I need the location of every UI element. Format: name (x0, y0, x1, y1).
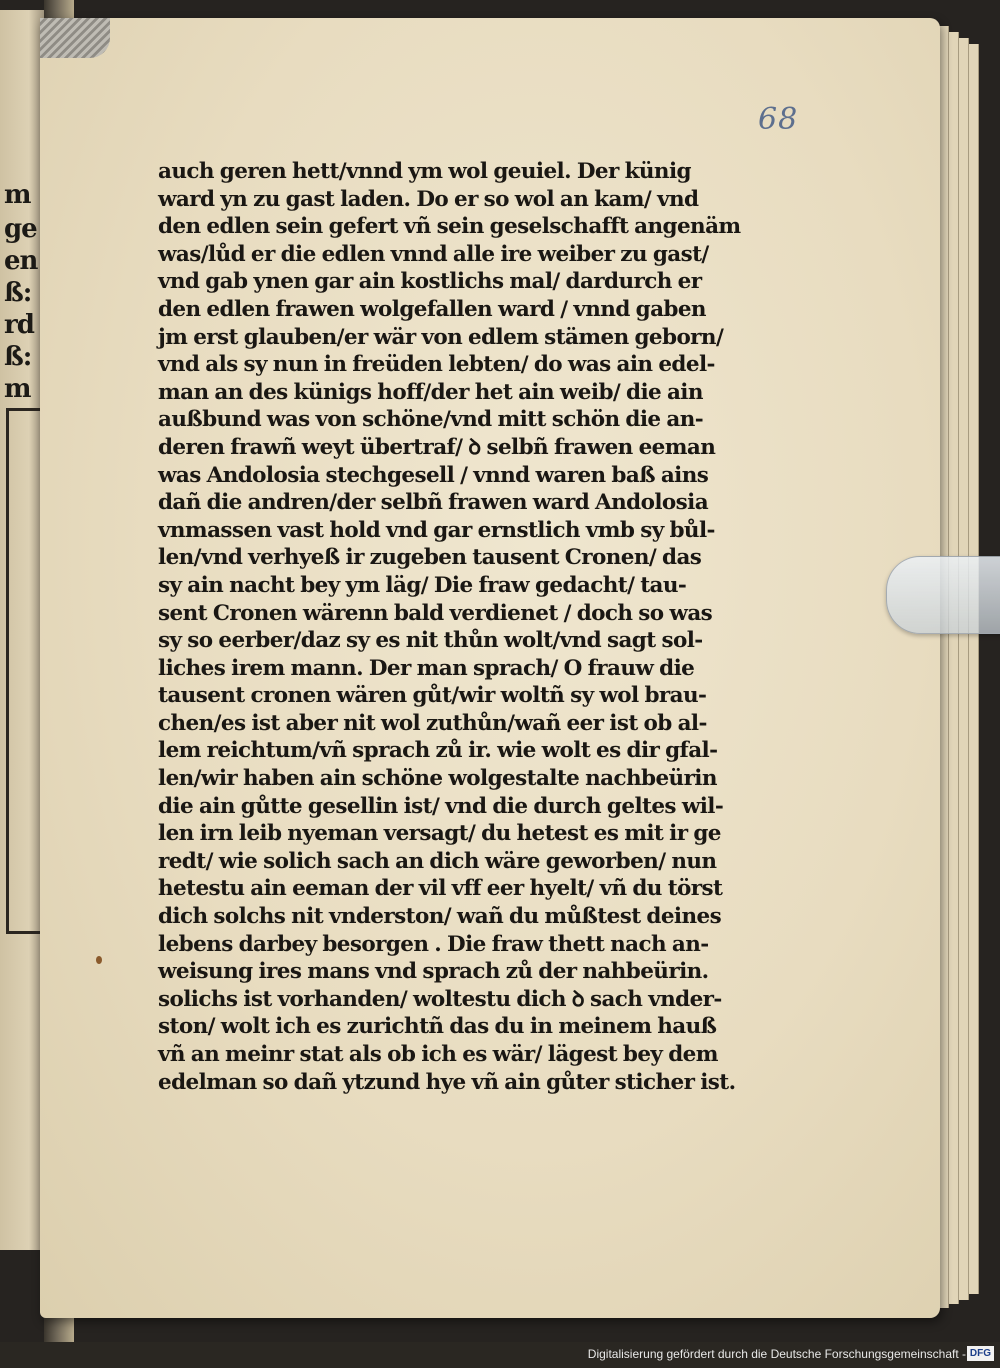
text-line: die ain gůtte gesellin ist/ vnd die durch geltes wil- (158, 793, 724, 819)
text-line: len/vnd verhyeß ir zugeben tausent Cronen/ das (158, 545, 702, 571)
text-line: hetestu ain eeman der vil vff eer hyelt/ vñ du törst (158, 876, 723, 902)
facing-page-fragment: ß: (4, 342, 32, 372)
facing-page-fragment: m (4, 374, 31, 404)
text-line: den edlen frawen wolgefallen ward / vnnd gaben (158, 296, 706, 322)
page-edge (948, 32, 959, 1304)
text-line: ward yn zu gast laden. Do er so wol an kam/ vnd (158, 186, 699, 212)
text-line: weisung ires mans vnd sprach zů der nahbeürin. (158, 959, 709, 985)
dfg-logo: DFG (967, 1346, 994, 1361)
text-line: solichs ist vorhanden/ woltestu dich ꝺ sach vnder- (158, 986, 722, 1012)
text-line: sy so eerber/daz sy es nit thůn wolt/vnd sagt sol- (158, 628, 703, 654)
text-line: was/lůd er die edlen vnnd alle ire weiber zu gast/ (158, 241, 709, 267)
page-number: 68 (758, 102, 799, 137)
facing-page-fragment: ge (4, 214, 37, 244)
text-line: deren frawñ weyt übertraf/ ꝺ selbñ frawen eeman (158, 434, 716, 460)
text-line: jm erst glauben/er wär von edlem stämen geborn/ (158, 324, 724, 350)
text-line: liches irem mann. Der man sprach/ O frauw die (158, 655, 695, 681)
text-line: lebens darbey besorgen . Die fraw thett nach an- (158, 931, 709, 957)
text-line: edelman so dañ ytzund hye vñ ain gůter sticher ist. (158, 1069, 736, 1095)
text-line: vnd gab ynen gar ain kostlichs mal/ dardurch er (158, 269, 702, 295)
facing-page-fragment: rd (4, 310, 34, 340)
text-line: lem reichtum/vñ sprach zů ir. wie wolt es dir gfal- (158, 738, 718, 764)
page-text-block (158, 158, 788, 1096)
plastic-page-clip (886, 556, 1000, 634)
text-line: dañ die andren/der selbñ frawen ward Andolosia (158, 490, 709, 516)
footer-credit: Digitalisierung gefördert durch die Deutsche Forschungsgemeinschaft - (587, 1347, 966, 1361)
page-edge (968, 44, 979, 1294)
text-line: auch geren hett/vnnd ym wol geuiel. Der künig (158, 159, 691, 184)
text-line: redt/ wie solich sach an dich wäre geworben/ nun (158, 848, 717, 874)
binding-thread (40, 18, 110, 58)
facing-page-fragment: ß: (4, 278, 32, 308)
text-line: ston/ wolt ich es zurichtñ das du in meinem hauß (158, 1014, 717, 1040)
facing-page-fragment: en (4, 246, 38, 276)
text-line: sy ain nacht bey ym läg/ Die fraw gedacht/ tau- (158, 572, 687, 598)
text-line: chen/es ist aber nit wol zuthůn/wañ eer ist ob al- (158, 710, 707, 736)
text-line: den edlen sein gefert vñ sein geselschafft angenäm (158, 214, 741, 240)
text-line: man an des künigs hoff/der het ain weib/ die ain (158, 379, 703, 405)
text-line: sent Cronen wärenn bald verdienet / doch so was (158, 600, 713, 626)
text-line: außbund was von schöne/vnd mitt schön die an- (158, 407, 704, 433)
text-line: dich solchs nit vnderston/ wañ du můßtest deines (158, 904, 722, 930)
page-edge (958, 38, 969, 1300)
text-line: vñ an meinr stat als ob ich es wär/ lägest bey dem (158, 1042, 718, 1067)
text-line: len/wir haben ain schöne wolgestalte nachbeürin (158, 766, 717, 792)
facing-page-fragment: m (4, 180, 31, 210)
book-page (40, 18, 940, 1318)
text-line: len irn leib nyeman versagt/ du hetest es mit ir ge (158, 821, 721, 847)
text-line: was Andolosia stechgesell / vnnd waren baß ains (158, 462, 709, 488)
text-line: tausent cronen wären gůt/wir woltñ sy wol brau- (158, 683, 707, 709)
text-line: vnd als sy nun in freüden lebten/ do was ain edel- (158, 352, 715, 378)
text-line: vnmassen vast hold vnd gar ernstlich vmb sy bůl- (158, 517, 715, 543)
ink-stain (96, 956, 102, 964)
